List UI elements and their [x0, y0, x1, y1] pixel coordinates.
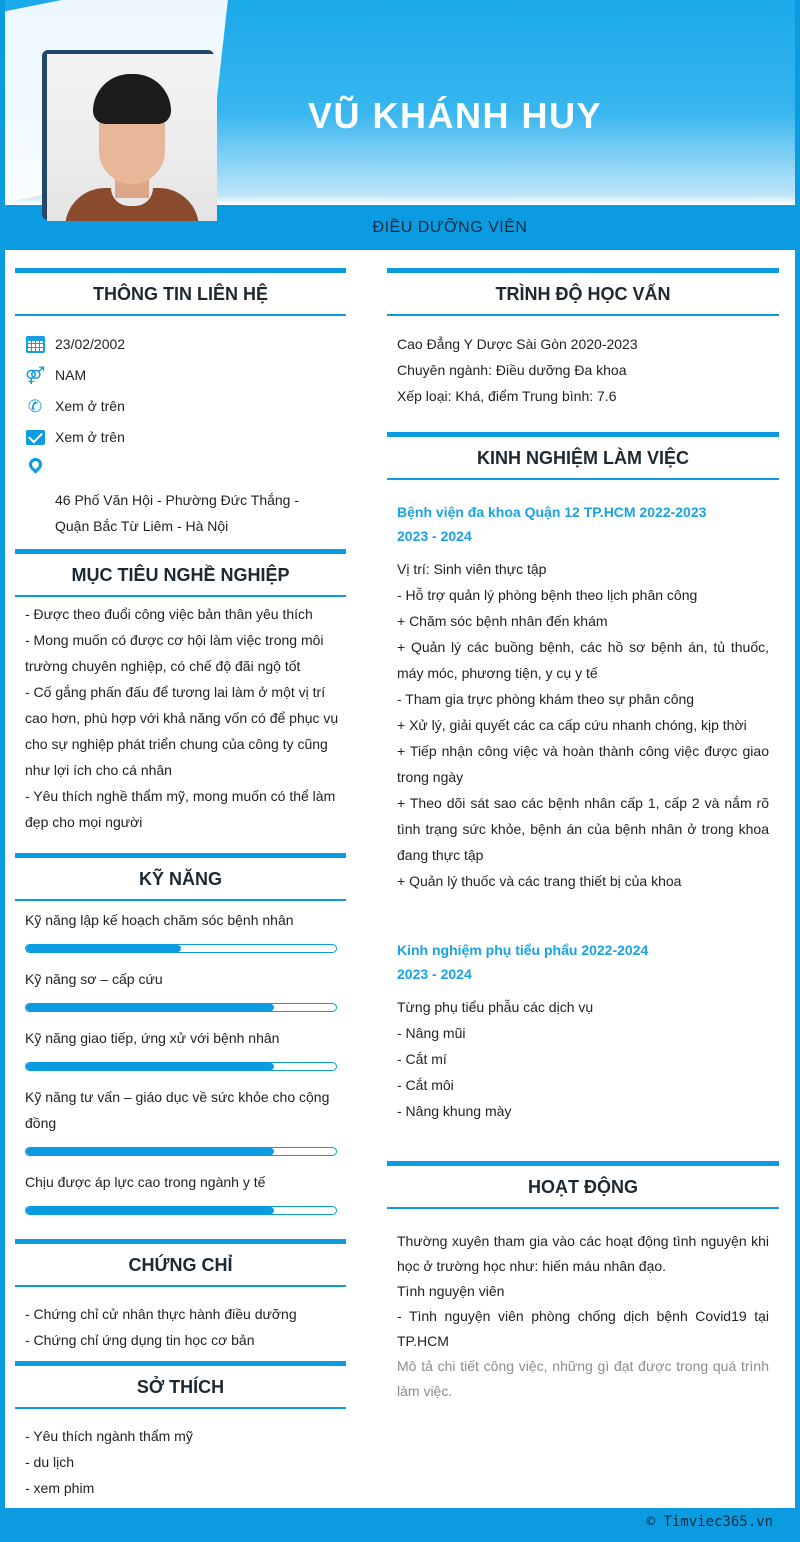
job-description: [397, 994, 769, 1124]
experience-job: [387, 480, 779, 894]
objective-line: như lợi ích cho cá nhân: [25, 762, 172, 778]
phone-value: Xem ở trên: [55, 398, 125, 414]
skill-label: Kỹ năng sơ – cấp cứu: [25, 971, 163, 987]
contact-title: THÔNG TIN LIÊN HỆ: [93, 284, 268, 304]
contact-phone: [15, 392, 346, 423]
hobby-line: - xem phim: [25, 1480, 95, 1496]
activities-section: [387, 1161, 779, 1404]
hobbies-section: [15, 1361, 346, 1501]
address-line: 46 Phố Văn Hội - Phường Đức Thắng -: [55, 492, 300, 508]
objective-line: - Được theo đuổi công việc bản thân yêu thích: [25, 606, 313, 622]
activity-intro: Thường xuyên tham gia vào các hoạt động tình nguyện khi học ở trường học như: hiến máu nhân đạo.: [397, 1233, 769, 1274]
skill-item: [15, 960, 346, 1019]
certificates-section: [15, 1239, 346, 1353]
objective-line: trường chuyên nghiệp, có chế độ đãi ngộ tốt: [25, 658, 301, 674]
certificate-line: - Chứng chỉ cử nhân thực hành điều dưỡng: [25, 1306, 297, 1322]
job-line: - Cắt mí: [397, 1051, 447, 1067]
skill-bar-fill: [26, 945, 181, 952]
experience-title: KINH NGHIỆM LÀM VIỆC: [476, 448, 689, 468]
job-title: Kinh nghiệm phụ tiểu phẩu 2022-2024: [397, 942, 649, 958]
certificates-title: CHỨNG CHỈ: [128, 1255, 233, 1275]
phone-icon: ✆: [27, 397, 43, 416]
skill-label: Chịu được áp lực cao trong ngành y tế: [25, 1174, 266, 1190]
job-line: + Quản lý các buồng bệnh, các hồ sơ bệnh án, tủ thuốc, máy móc, phương tiện, y cụ y tế: [397, 639, 769, 681]
address-line: Quận Bắc Từ Liêm - Hà Nội: [55, 518, 229, 534]
skill-bar: [25, 1147, 337, 1156]
skill-label: [15, 1078, 346, 1136]
mail-icon: [26, 430, 45, 445]
education-line: Xếp loại: Khá, điểm Trung bình: 7.6: [397, 388, 617, 404]
hobbies-title: SỞ THÍCH: [136, 1377, 225, 1397]
contact-section: [15, 268, 346, 539]
hobby-line: - du lịch: [25, 1454, 75, 1470]
job-line: + Theo dõi sát sao các bệnh nhân cấp 1, cấp 2 và nắm rõ tình trạng sức khỏe, bệnh án của bệnh nhân ở trong khoa đang thực tập: [397, 795, 769, 863]
skill-label: Kỹ năng lập kế hoạch chăm sóc bệnh nhân: [25, 912, 294, 928]
job-line: - Nâng mũi: [397, 1025, 466, 1041]
contact-email: [15, 423, 346, 454]
skill-item: [15, 1163, 346, 1222]
objective-line: cho sự nghiệp phát triển chung của công ty cũng: [25, 736, 328, 752]
objective-line: đẹp cho mọi người: [25, 814, 143, 830]
objective-line: - Cố gắng phấn đấu để tương lai làm ở một vị trí: [25, 684, 326, 700]
contact-gender: [15, 361, 346, 392]
activity-role: Tình nguyện viên: [397, 1283, 505, 1299]
job-title: Bệnh viện đa khoa Quận 12 TP.HCM 2022-2023: [397, 504, 707, 520]
skill-item: [15, 1019, 346, 1078]
skill-bar: [25, 944, 337, 953]
job-line: - Hỗ trợ quản lý phòng bệnh theo lịch phân công: [397, 587, 698, 603]
hobby-line: - Yêu thích ngành thẩm mỹ: [25, 1428, 193, 1444]
objective-title: MỤC TIÊU NGHỀ NGHIỆP: [71, 565, 290, 585]
skill-item: [15, 1078, 346, 1163]
job-line: - Cắt môi: [397, 1077, 454, 1093]
gender-icon: ⚤: [25, 366, 45, 385]
location-pin-icon: [26, 455, 44, 473]
job-line: Vị trí: Sinh viên thực tập: [397, 561, 547, 577]
skill-item: [15, 901, 346, 960]
email-value: Xem ở trên: [55, 429, 125, 445]
job-description: [397, 556, 769, 894]
candidate-name: VŨ KHÁNH HUY: [307, 95, 602, 136]
education-title: TRÌNH ĐỘ HỌC VẤN: [495, 284, 671, 304]
skills-title: KỸ NĂNG: [138, 869, 222, 889]
footer-credit: © Timviec365.vn: [646, 1514, 773, 1530]
objective-section: [15, 549, 346, 835]
gender-value: NAM: [55, 367, 87, 383]
job-line: + Tiếp nhận công việc và hoàn thành công việc được giao trong ngày: [397, 743, 769, 785]
education-text: [387, 316, 779, 409]
education-section: [387, 268, 779, 409]
job-line: - Tham gia trực phòng khám theo sự phân công: [397, 691, 695, 707]
certificates-text: [15, 1287, 346, 1353]
objective-line: cao hơn, phù hợp với khả năng vốn có để phục vụ: [25, 710, 339, 726]
activity-placeholder: Mô tả chi tiết công việc, những gì đạt được trong quá trình làm việc.: [397, 1358, 769, 1399]
objective-text: [15, 597, 346, 835]
skill-bar: [25, 1206, 337, 1215]
education-line: Cao Đẳng Y Dược Sài Gòn 2020-2023: [397, 336, 638, 352]
skill-label-line: Kỹ năng tư vấn – giáo dục về sức khỏe cho cộng: [25, 1089, 330, 1105]
certificate-line: - Chứng chỉ ứng dụng tin học cơ bản: [25, 1332, 255, 1348]
experience-section: [387, 432, 779, 1124]
skill-bar-fill: [26, 1207, 274, 1214]
job-line: - Nâng khung mày: [397, 1103, 512, 1119]
job-period: 2023 - 2024: [397, 528, 472, 544]
contact-address: [15, 487, 346, 539]
skill-bar-fill: [26, 1063, 274, 1070]
avatar: [47, 54, 217, 221]
hobbies-text: [15, 1409, 346, 1501]
skill-bar: [25, 1062, 337, 1071]
skills-section: [15, 853, 346, 1222]
footer-band: [5, 1508, 795, 1542]
skill-label: Kỹ năng giao tiếp, ứng xử với bệnh nhân: [25, 1030, 280, 1046]
job-line: + Chăm sóc bệnh nhân đến khám: [397, 613, 608, 629]
objective-line: - Yêu thích nghề thẩm mỹ, mong muốn có thể làm: [25, 788, 336, 804]
job-period: 2023 - 2024: [397, 966, 472, 982]
skill-bar: [25, 1003, 337, 1012]
experience-job: [387, 894, 779, 1124]
skill-label-line: đồng: [25, 1115, 57, 1131]
education-line: Chuyên ngành: Điều dưỡng Đa khoa: [397, 362, 627, 378]
activities-title: HOẠT ĐỘNG: [528, 1177, 638, 1197]
calendar-icon: [26, 336, 45, 353]
job-line: Từng phụ tiểu phẫu các dịch vụ: [397, 999, 594, 1015]
job-line: + Xử lý, giải quyết các ca cấp cứu nhanh chóng, kịp thời: [397, 717, 747, 733]
contact-location: [15, 454, 346, 485]
skill-bar-fill: [26, 1148, 274, 1155]
birthday-value: 23/02/2002: [55, 336, 126, 352]
job-line: + Quản lý thuốc và các trang thiết bị của khoa: [397, 873, 682, 889]
activities-text: [387, 1209, 779, 1404]
activity-detail: - Tình nguyện viên phòng chống dịch bệnh Covid19 tại TP.HCM: [397, 1308, 769, 1349]
contact-birthday: [15, 330, 346, 361]
objective-line: - Mong muốn có được cơ hội làm việc trong môi: [25, 632, 324, 648]
skill-bar-fill: [26, 1004, 274, 1011]
candidate-position: ĐIỀU DƯỠNG VIÊN: [372, 219, 528, 236]
